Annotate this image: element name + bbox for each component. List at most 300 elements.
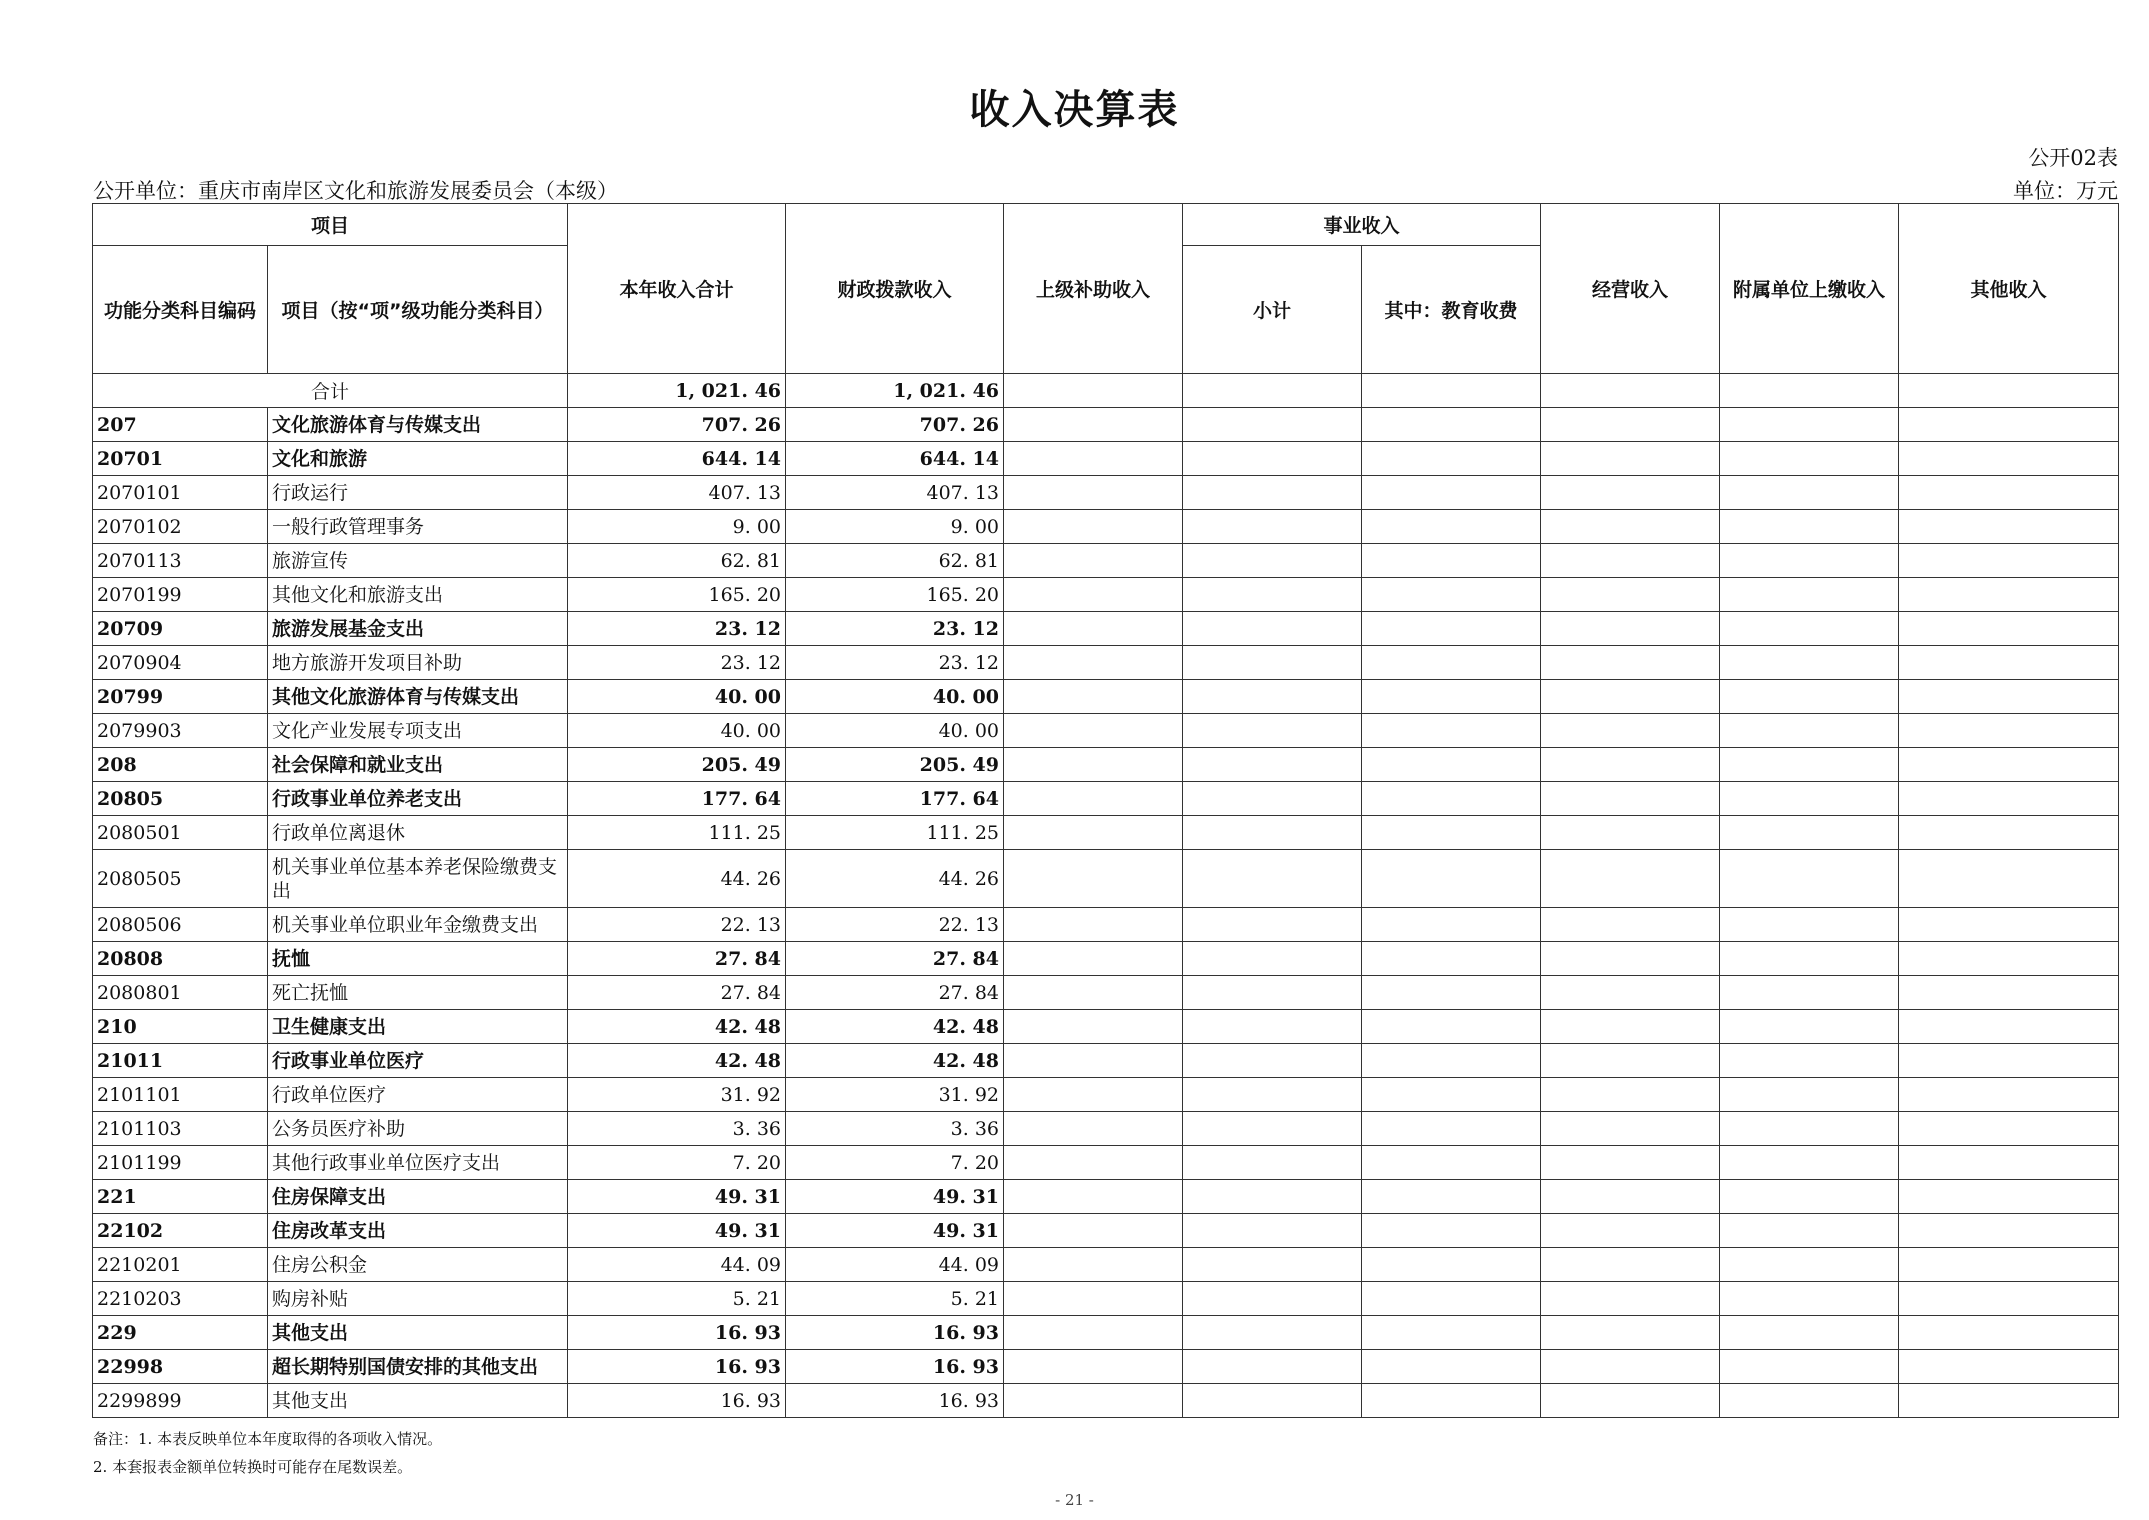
row-name: 其他文化和旅游支出	[268, 578, 568, 612]
empty-cell	[1720, 1248, 1899, 1282]
empty-cell	[1720, 1316, 1899, 1350]
table-row	[93, 612, 2119, 646]
empty-cell	[1362, 1180, 1541, 1214]
row-name: 行政单位医疗	[268, 1078, 568, 1112]
row-code: 2080505	[93, 850, 268, 908]
empty-cell	[1004, 782, 1183, 816]
empty-cell	[1541, 544, 1720, 578]
row-code: 229	[93, 1316, 268, 1350]
empty-cell	[1362, 646, 1541, 680]
table-row	[93, 544, 2119, 578]
empty-cell	[1720, 408, 1899, 442]
empty-cell	[1183, 908, 1362, 942]
table-row	[93, 1146, 2119, 1180]
empty-cell	[1004, 408, 1183, 442]
empty-cell	[1004, 1384, 1183, 1418]
note-1: 备注：1. 本表反映单位本年度取得的各项收入情况。	[93, 1430, 443, 1448]
empty-cell	[1899, 1146, 2119, 1180]
row-total-income: 44. 26	[568, 850, 786, 908]
row-name: 机关事业单位职业年金缴费支出	[268, 908, 568, 942]
row-fiscal-income: 62. 81	[786, 544, 1004, 578]
empty-cell	[1899, 476, 2119, 510]
empty-cell	[1899, 1282, 2119, 1316]
row-name: 住房公积金	[268, 1248, 568, 1282]
empty-cell	[1183, 612, 1362, 646]
row-code: 2070113	[93, 544, 268, 578]
empty-cell	[1362, 578, 1541, 612]
row-total-income: 111. 25	[568, 816, 786, 850]
row-name: 卫生健康支出	[268, 1010, 568, 1044]
row-code: 22102	[93, 1214, 268, 1248]
row-fiscal-income: 5. 21	[786, 1282, 1004, 1316]
row-total-income: 49. 31	[568, 1214, 786, 1248]
empty-cell	[1362, 908, 1541, 942]
empty-cell	[1362, 1384, 1541, 1418]
empty-cell	[1541, 976, 1720, 1010]
empty-cell	[1720, 908, 1899, 942]
row-name: 社会保障和就业支出	[268, 748, 568, 782]
empty-cell	[1899, 714, 2119, 748]
empty-cell	[1541, 908, 1720, 942]
empty-cell	[1541, 1180, 1720, 1214]
header-item: 项目	[93, 204, 568, 246]
row-code: 2210203	[93, 1282, 268, 1316]
empty-cell	[1541, 1044, 1720, 1078]
row-total-income: 3. 36	[568, 1112, 786, 1146]
empty-cell	[1720, 782, 1899, 816]
empty-cell	[1720, 1282, 1899, 1316]
table-row	[93, 748, 2119, 782]
row-name: 抚恤	[268, 942, 568, 976]
empty-cell	[1720, 510, 1899, 544]
empty-cell	[1004, 646, 1183, 680]
row-fiscal-income: 27. 84	[786, 942, 1004, 976]
row-total-income: 27. 84	[568, 942, 786, 976]
empty-cell	[1899, 646, 2119, 680]
table-row	[93, 714, 2119, 748]
empty-cell	[1899, 1248, 2119, 1282]
empty-cell	[1899, 680, 2119, 714]
row-code: 22998	[93, 1350, 268, 1384]
row-code: 2080501	[93, 816, 268, 850]
empty-cell	[1362, 782, 1541, 816]
row-fiscal-income: 42. 48	[786, 1044, 1004, 1078]
empty-cell	[1004, 1078, 1183, 1112]
table-row	[93, 578, 2119, 612]
row-code: 2299899	[93, 1384, 268, 1418]
empty-cell	[1004, 1180, 1183, 1214]
table-row	[93, 908, 2119, 942]
empty-cell	[1720, 544, 1899, 578]
row-total-income: 27. 84	[568, 976, 786, 1010]
empty-cell	[1899, 850, 2119, 908]
row-fiscal-income: 7. 20	[786, 1146, 1004, 1180]
empty-cell	[1720, 714, 1899, 748]
total-income-value: 1, 021. 46	[568, 374, 786, 408]
table-row	[93, 1180, 2119, 1214]
row-total-income: 23. 12	[568, 646, 786, 680]
empty-cell	[1362, 1146, 1541, 1180]
empty-cell	[1720, 578, 1899, 612]
row-code: 2101101	[93, 1078, 268, 1112]
empty-cell	[1541, 408, 1720, 442]
empty-cell	[1004, 942, 1183, 976]
empty-cell	[1183, 748, 1362, 782]
row-fiscal-income: 49. 31	[786, 1214, 1004, 1248]
empty-cell	[1541, 680, 1720, 714]
row-code: 207	[93, 408, 268, 442]
header-total-income: 本年收入合计	[568, 204, 786, 374]
empty-cell	[1720, 646, 1899, 680]
empty-cell	[1899, 578, 2119, 612]
row-name: 超长期特别国债安排的其他支出	[268, 1350, 568, 1384]
empty-cell	[1720, 680, 1899, 714]
empty-cell	[1362, 850, 1541, 908]
row-fiscal-income: 165. 20	[786, 578, 1004, 612]
row-name: 其他支出	[268, 1384, 568, 1418]
empty-cell	[1004, 714, 1183, 748]
row-code: 2070199	[93, 578, 268, 612]
row-fiscal-income: 23. 12	[786, 646, 1004, 680]
empty-cell	[1899, 1044, 2119, 1078]
empty-cell	[1004, 442, 1183, 476]
income-table	[92, 203, 2119, 1418]
row-fiscal-income: 644. 14	[786, 442, 1004, 476]
empty-cell	[1720, 1180, 1899, 1214]
empty-cell	[1541, 748, 1720, 782]
row-code: 2101103	[93, 1112, 268, 1146]
row-total-income: 40. 00	[568, 714, 786, 748]
empty-cell	[1720, 1214, 1899, 1248]
row-code: 2080506	[93, 908, 268, 942]
empty-cell	[1899, 1316, 2119, 1350]
row-total-income: 9. 00	[568, 510, 786, 544]
row-name: 其他行政事业单位医疗支出	[268, 1146, 568, 1180]
row-total-income: 16. 93	[568, 1316, 786, 1350]
currency-unit: 单位：万元	[2013, 179, 2118, 203]
empty-cell	[1183, 1112, 1362, 1146]
empty-cell	[1899, 612, 2119, 646]
table-row	[93, 510, 2119, 544]
empty-cell	[1183, 942, 1362, 976]
row-total-income: 40. 00	[568, 680, 786, 714]
row-code: 2070102	[93, 510, 268, 544]
empty-cell	[1004, 976, 1183, 1010]
row-name: 旅游发展基金支出	[268, 612, 568, 646]
table-row	[93, 942, 2119, 976]
row-code: 2080801	[93, 976, 268, 1010]
row-name: 文化旅游体育与传媒支出	[268, 408, 568, 442]
empty-cell	[1541, 1010, 1720, 1044]
row-total-income: 205. 49	[568, 748, 786, 782]
empty-cell	[1541, 442, 1720, 476]
header-fiscal: 财政拨款收入	[786, 204, 1004, 374]
empty-cell	[1541, 1112, 1720, 1146]
empty-cell	[1183, 578, 1362, 612]
empty-cell	[1004, 1146, 1183, 1180]
empty-cell	[1899, 782, 2119, 816]
header-subtotal: 小计	[1183, 246, 1362, 374]
empty-cell	[1541, 1078, 1720, 1112]
row-code: 208	[93, 748, 268, 782]
table-row	[93, 680, 2119, 714]
header-superior: 上级补助收入	[1004, 204, 1183, 374]
empty-cell	[1183, 510, 1362, 544]
row-total-income: 22. 13	[568, 908, 786, 942]
row-code: 20701	[93, 442, 268, 476]
empty-cell	[1899, 1384, 2119, 1418]
form-number: 公开02表	[2028, 146, 2118, 170]
empty-cell	[1004, 476, 1183, 510]
empty-cell	[1362, 1316, 1541, 1350]
empty-cell	[1720, 442, 1899, 476]
header-affiliated: 附属单位上缴收入	[1720, 204, 1899, 374]
empty-cell	[1720, 1010, 1899, 1044]
empty-cell	[1720, 748, 1899, 782]
empty-cell	[1362, 544, 1541, 578]
empty-cell	[1720, 1112, 1899, 1146]
empty-cell	[1362, 1214, 1541, 1248]
empty-cell	[1899, 442, 2119, 476]
row-name: 地方旅游开发项目补助	[268, 646, 568, 680]
table-row	[93, 1214, 2119, 1248]
empty-cell	[1362, 816, 1541, 850]
empty-cell	[1899, 1350, 2119, 1384]
empty-cell	[1004, 1316, 1183, 1350]
row-name: 行政单位离退休	[268, 816, 568, 850]
row-name: 行政运行	[268, 476, 568, 510]
empty-cell	[1362, 942, 1541, 976]
empty-cell	[1720, 976, 1899, 1010]
row-code: 20709	[93, 612, 268, 646]
reporting-unit: 公开单位：重庆市南岸区文化和旅游发展委员会（本级）	[93, 179, 618, 203]
empty-cell	[1720, 850, 1899, 908]
empty-cell	[1720, 816, 1899, 850]
row-fiscal-income: 177. 64	[786, 782, 1004, 816]
empty-cell	[1004, 816, 1183, 850]
empty-cell	[1362, 1078, 1541, 1112]
row-name: 文化产业发展专项支出	[268, 714, 568, 748]
row-code: 2210201	[93, 1248, 268, 1282]
empty-cell	[1899, 942, 2119, 976]
table-row	[93, 1350, 2119, 1384]
empty-cell	[1541, 1316, 1720, 1350]
table-row	[93, 1112, 2119, 1146]
row-total-income: 7. 20	[568, 1146, 786, 1180]
header-education: 其中：教育收费	[1362, 246, 1541, 374]
empty-cell	[1720, 612, 1899, 646]
row-total-income: 644. 14	[568, 442, 786, 476]
empty-cell	[1004, 578, 1183, 612]
row-fiscal-income: 205. 49	[786, 748, 1004, 782]
total-fiscal-value: 1, 021. 46	[786, 374, 1004, 408]
empty-cell	[1004, 1044, 1183, 1078]
empty-cell	[1183, 714, 1362, 748]
empty-cell	[1004, 748, 1183, 782]
empty-cell	[1899, 1112, 2119, 1146]
empty-cell	[1362, 976, 1541, 1010]
row-total-income: 42. 48	[568, 1010, 786, 1044]
row-name: 公务员医疗补助	[268, 1112, 568, 1146]
row-total-income: 42. 48	[568, 1044, 786, 1078]
table-row	[93, 850, 2119, 908]
empty-cell	[1183, 408, 1362, 442]
page-number: - 21 -	[1055, 1491, 1094, 1509]
empty-cell	[1720, 942, 1899, 976]
row-total-income: 707. 26	[568, 408, 786, 442]
empty-cell	[1541, 578, 1720, 612]
empty-cell	[1720, 476, 1899, 510]
table-row	[93, 1316, 2119, 1350]
empty-cell	[1899, 748, 2119, 782]
empty-cell	[1004, 908, 1183, 942]
empty-cell	[1183, 680, 1362, 714]
row-total-income: 5. 21	[568, 1282, 786, 1316]
empty-cell	[1899, 1214, 2119, 1248]
empty-cell	[1899, 816, 2119, 850]
empty-cell	[1183, 544, 1362, 578]
empty-cell	[1541, 714, 1720, 748]
table-row	[93, 1384, 2119, 1418]
empty-cell	[1183, 1146, 1362, 1180]
row-total-income: 62. 81	[568, 544, 786, 578]
row-fiscal-income: 407. 13	[786, 476, 1004, 510]
row-code: 20808	[93, 942, 268, 976]
row-total-income: 16. 93	[568, 1384, 786, 1418]
total-row	[93, 374, 2119, 408]
row-code: 2079903	[93, 714, 268, 748]
empty-cell	[1362, 1282, 1541, 1316]
table-row	[93, 1044, 2119, 1078]
empty-cell	[1183, 1316, 1362, 1350]
row-fiscal-income: 44. 09	[786, 1248, 1004, 1282]
empty-cell	[1183, 1248, 1362, 1282]
empty-cell	[1183, 1180, 1362, 1214]
row-code: 20805	[93, 782, 268, 816]
empty-cell	[1541, 1214, 1720, 1248]
row-fiscal-income: 707. 26	[786, 408, 1004, 442]
empty-cell	[1541, 646, 1720, 680]
row-code: 221	[93, 1180, 268, 1214]
empty-cell	[1183, 442, 1362, 476]
table-row	[93, 1248, 2119, 1282]
empty-cell	[1362, 408, 1541, 442]
row-fiscal-income: 49. 31	[786, 1180, 1004, 1214]
empty-cell	[1183, 1282, 1362, 1316]
table-row	[93, 816, 2119, 850]
empty-cell	[1541, 1146, 1720, 1180]
table-row	[93, 442, 2119, 476]
row-total-income: 44. 09	[568, 1248, 786, 1282]
header-other: 其他收入	[1899, 204, 2119, 374]
table-row	[93, 408, 2119, 442]
row-name: 其他支出	[268, 1316, 568, 1350]
empty-cell	[1541, 510, 1720, 544]
row-fiscal-income: 9. 00	[786, 510, 1004, 544]
table-row	[93, 476, 2119, 510]
empty-cell	[1720, 1044, 1899, 1078]
table-row	[93, 646, 2119, 680]
empty-cell	[1899, 408, 2119, 442]
empty-cell	[1541, 782, 1720, 816]
row-total-income: 165. 20	[568, 578, 786, 612]
header-func-name: 项目（按“项”级功能分类科目）	[268, 246, 568, 374]
empty-cell	[1183, 1384, 1362, 1418]
row-total-income: 23. 12	[568, 612, 786, 646]
empty-cell	[1541, 942, 1720, 976]
row-total-income: 16. 93	[568, 1350, 786, 1384]
empty-cell	[1183, 1044, 1362, 1078]
empty-cell	[1899, 1180, 2119, 1214]
empty-cell	[1541, 1350, 1720, 1384]
empty-cell	[1183, 1010, 1362, 1044]
empty-cell	[1004, 680, 1183, 714]
empty-cell	[1899, 544, 2119, 578]
row-fiscal-income: 44. 26	[786, 850, 1004, 908]
empty-cell	[1899, 976, 2119, 1010]
note-2: 2. 本套报表金额单位转换时可能存在尾数误差。	[93, 1458, 413, 1476]
row-name: 文化和旅游	[268, 442, 568, 476]
empty-cell	[1541, 612, 1720, 646]
table-row	[93, 1078, 2119, 1112]
row-code: 21011	[93, 1044, 268, 1078]
empty-cell	[1541, 476, 1720, 510]
row-name: 行政事业单位养老支出	[268, 782, 568, 816]
row-fiscal-income: 22. 13	[786, 908, 1004, 942]
row-code: 210	[93, 1010, 268, 1044]
empty-cell	[1004, 1282, 1183, 1316]
empty-cell	[1183, 782, 1362, 816]
empty-cell	[1183, 1350, 1362, 1384]
table-row	[93, 782, 2119, 816]
empty-cell	[1362, 510, 1541, 544]
empty-cell	[1541, 1384, 1720, 1418]
empty-cell	[1362, 1044, 1541, 1078]
row-fiscal-income: 42. 48	[786, 1010, 1004, 1044]
empty-cell	[1004, 1214, 1183, 1248]
header-business: 事业收入	[1183, 204, 1541, 246]
row-name: 行政事业单位医疗	[268, 1044, 568, 1078]
header-func-code: 功能分类科目编码	[93, 246, 268, 374]
empty-cell	[1541, 1248, 1720, 1282]
row-name: 住房改革支出	[268, 1214, 568, 1248]
empty-cell	[1899, 1078, 2119, 1112]
empty-cell	[1362, 714, 1541, 748]
row-name: 死亡抚恤	[268, 976, 568, 1010]
row-name: 其他文化旅游体育与传媒支出	[268, 680, 568, 714]
row-name: 购房补贴	[268, 1282, 568, 1316]
empty-cell	[1004, 1248, 1183, 1282]
row-total-income: 407. 13	[568, 476, 786, 510]
row-code: 2070101	[93, 476, 268, 510]
empty-cell	[1362, 476, 1541, 510]
empty-cell	[1541, 1282, 1720, 1316]
row-name: 住房保障支出	[268, 1180, 568, 1214]
empty-cell	[1183, 476, 1362, 510]
empty-cell	[1362, 1248, 1541, 1282]
page-title: 收入决算表	[969, 87, 1180, 133]
row-name: 机关事业单位基本养老保险缴费支出	[268, 850, 568, 908]
table-row	[93, 1010, 2119, 1044]
empty-cell	[1183, 850, 1362, 908]
empty-cell	[1183, 1078, 1362, 1112]
empty-cell	[1004, 510, 1183, 544]
row-fiscal-income: 27. 84	[786, 976, 1004, 1010]
empty-cell	[1541, 850, 1720, 908]
empty-cell	[1004, 850, 1183, 908]
empty-cell	[1362, 442, 1541, 476]
row-fiscal-income: 3. 36	[786, 1112, 1004, 1146]
